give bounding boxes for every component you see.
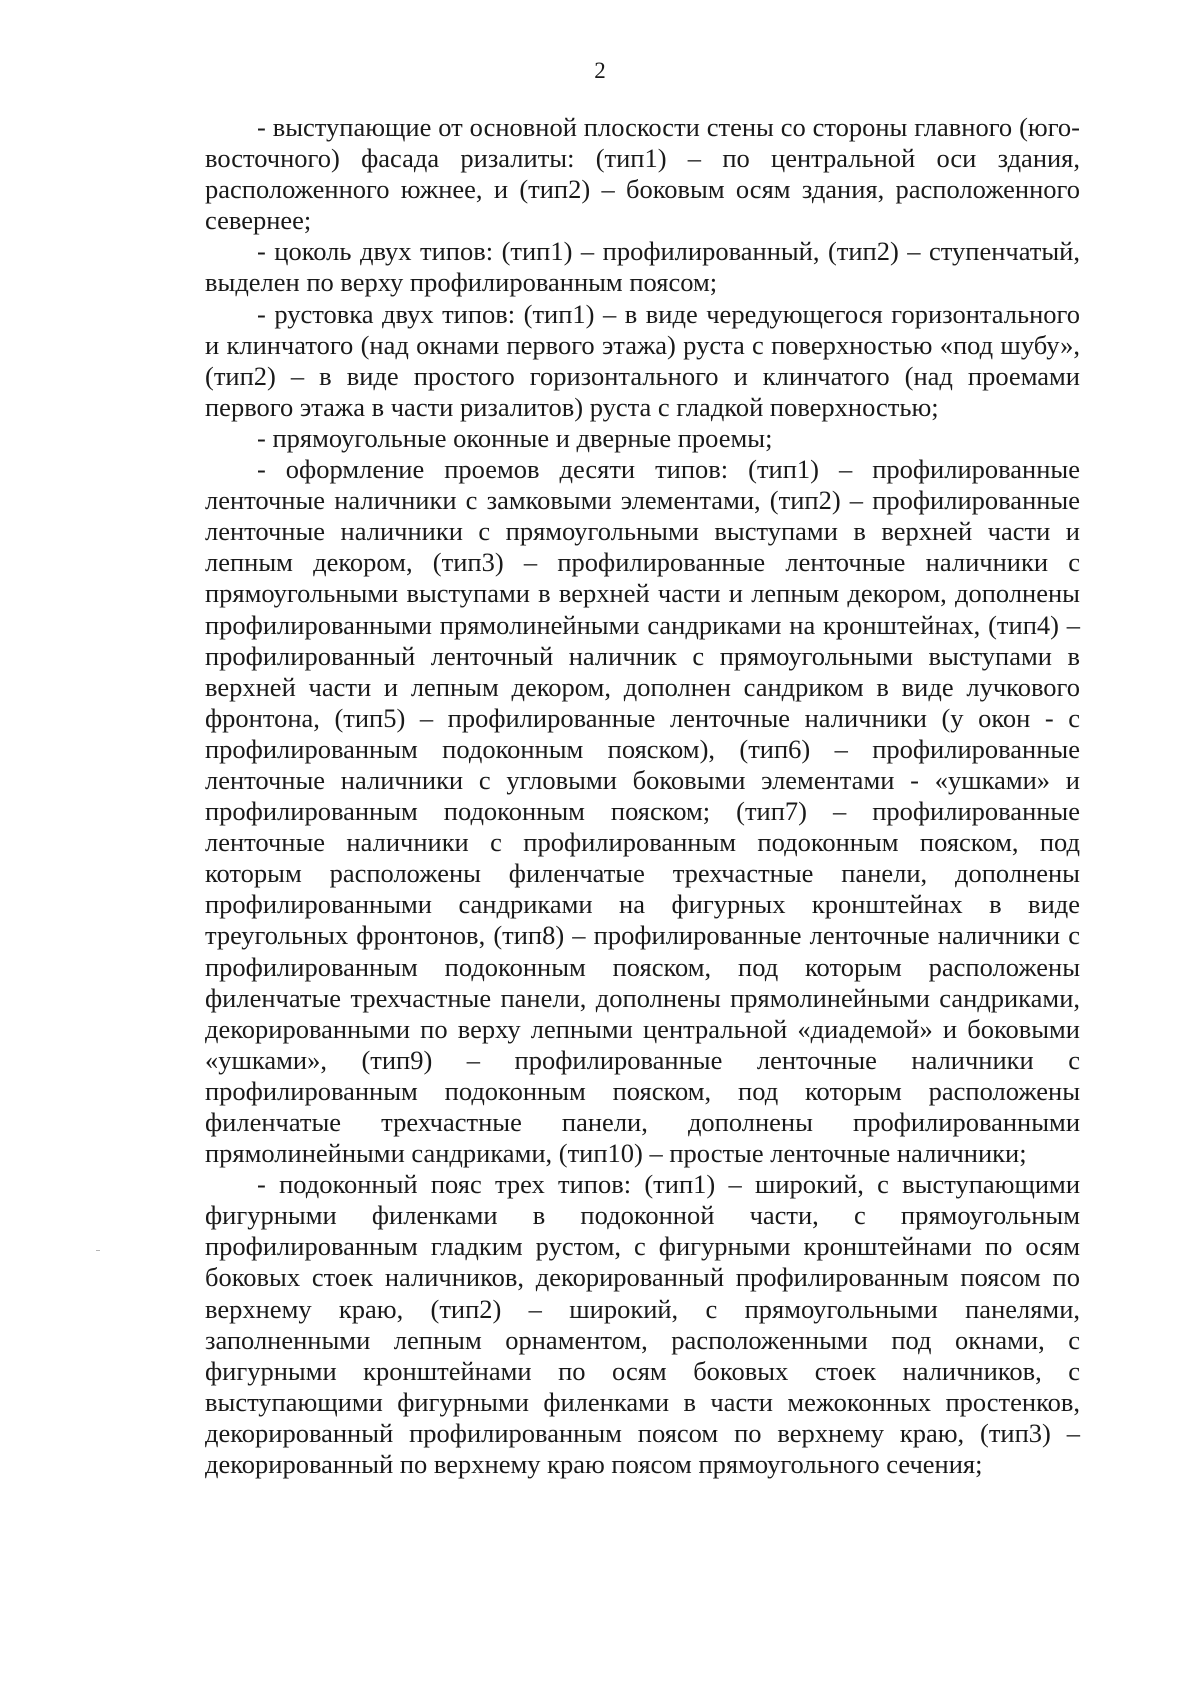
paragraph-opening-decor: - оформление проемов десяти типов: (тип1) – профилированные ленточные наличники с замковыми элементами, (тип2) – профилированные ленточные наличники с прямоугольными выступами в верхней части и лепным декором, (тип3) – профилированные ленточные наличники с прямоугольными выступами в верхней части и лепным декором, дополнены профилированными прямолинейными сандриками на кронштейнах, (тип4) – профилированный ленточный наличник с прямоугольными выступами в верхней части и лепным декором, дополнен сандриком в виде лучкового фронтона, (тип5) – профилированные ленточные наличники (у окон - с профилированным подоконным пояском), (тип6) – профилированные ленточные наличники с угловыми боковыми элементами - «ушками» и профилированным подоконным пояском; (тип7) – профилированные ленточные наличники с профилированным подоконным пояском, под которым расположены филенчатые трехчастные панели, дополнены профилированными сандриками на фигурных кронштейнах в виде треугольных фронтонов, (тип8) – профилированные ленточные наличники с профилированным подоконным пояском, под которым расположены филенчатые трехчастные панели, дополнены прямолинейными сандриками, декорированными по верху лепными центральной «диадемой» и боковыми «ушками», (тип9) – профилированные ленточные наличники с профилированным подоконным пояском, под которым расположены филенчатые трехчастные панели, дополнены профилированными прямолинейными сандриками, (тип10) – простые ленточные наличники; — [205, 454, 1080, 1169]
paragraph-plinth: - цоколь двух типов: (тип1) – профилированный, (тип2) – ступенчатый, выделен по верху профилированным поясом; — [205, 236, 1080, 298]
paragraph-risalits: - выступающие от основной плоскости стены со стороны главного (юго-восточного) фасада ризалиты: (тип1) – по центральной оси здания, расположенного южнее, и (тип2) – боковым осям здания, расположенного севернее; — [205, 112, 1080, 236]
paragraph-rustication: - рустовка двух типов: (тип1) – в виде чередующегося горизонтального и клинчатого (над окнами первого этажа) руста с поверхностью «под шубу», (тип2) – в виде простого горизонтального и клинчатого (над проемами первого этажа в части ризалитов) руста с гладкой поверхностью; — [205, 298, 1080, 422]
page-number: 2 — [594, 58, 606, 83]
paragraph-openings: - прямоугольные оконные и дверные проемы; — [257, 422, 773, 453]
paragraph-sill-belt: - подоконный пояс трех типов: (тип1) – широкий, с выступающими фигурными филенками в подоконной части, с прямоугольным профилированным гладким рустом, с фигурными кронштейнами по осям боковых стоек наличников, декорированный профилированным поясом по верхнему краю, (тип2) – широкий, с прямоугольными панелями, заполненными лепным орнаментом, расположенными под окнами, с фигурными кронштейнами по осям боковых стоек наличников, с выступающими фигурными филенками в части межоконных простенков, декорированный профилированным поясом по верхнему краю, (тип3) – декорированный по верхнему краю поясом прямоугольного сечения; — [205, 1169, 1080, 1480]
margin-mark — [96, 1250, 100, 1251]
document-body — [205, 112, 1080, 1480]
